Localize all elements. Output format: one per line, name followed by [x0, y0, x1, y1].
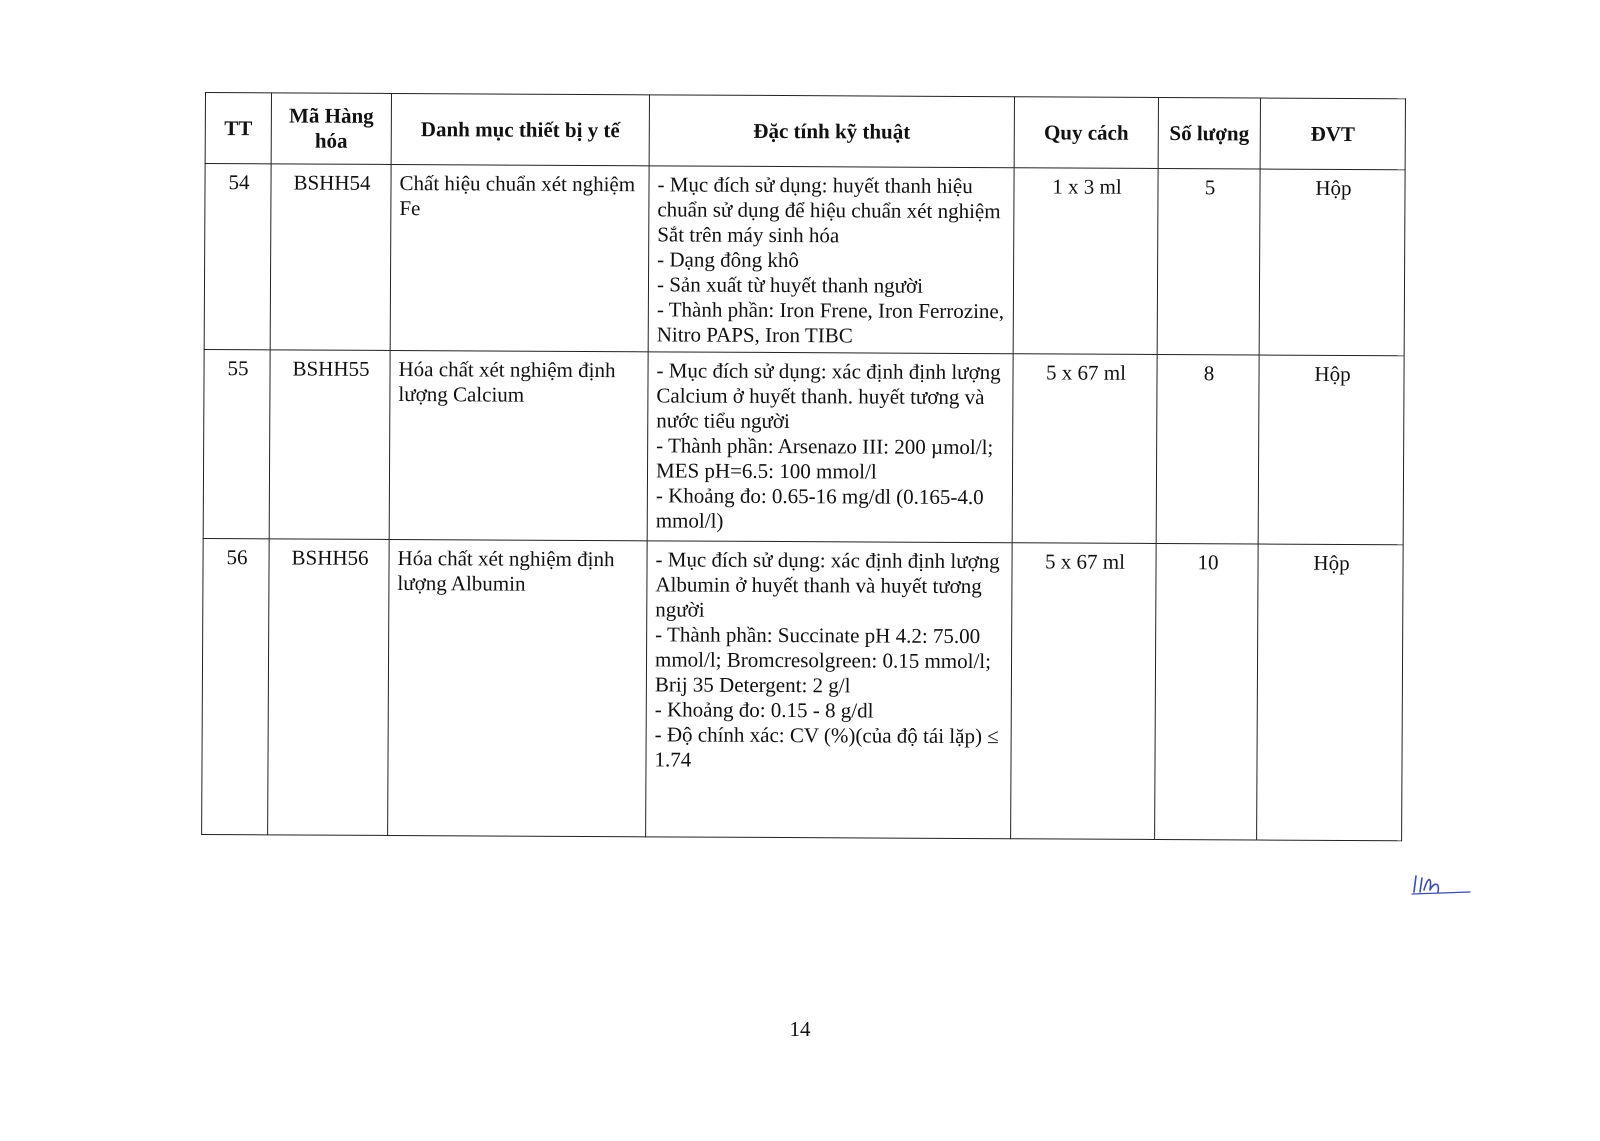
cell-tt: 54 — [204, 164, 271, 350]
cell-code: BSHH54 — [270, 164, 391, 351]
spec-line: - Sản xuất từ huyết thanh người — [656, 272, 924, 298]
header-quy-cach: Quy cách — [1014, 97, 1158, 169]
spec-line: - Thành phần: Arsenazo III: 200 µmol/l; MES pH=6.5: 100 mmol/l — [655, 433, 994, 484]
cell-spec — [647, 352, 1013, 543]
cell-name: Hóa chất xét nghiệm định lượng Calcium — [389, 350, 648, 540]
header-tt: TT — [205, 93, 271, 164]
table-row — [202, 538, 1404, 840]
table-row — [203, 349, 1404, 544]
table-row — [204, 164, 1405, 356]
spec-line: - Khoảng đo: 0.65-16 mg/dl (0.165-4.0 mmol/l) — [655, 483, 984, 533]
cell-spec — [648, 166, 1014, 354]
cell-code: BSHH55 — [269, 350, 390, 540]
header-ma-hang-hoa: Mã Hàng hóa — [271, 93, 391, 165]
header-dvt: ĐVT — [1260, 98, 1405, 170]
cell-unit: Hộp — [1259, 169, 1405, 356]
equipment-spec-table — [201, 92, 1406, 841]
header-danh-muc: Danh mục thiết bị y tế — [391, 93, 649, 165]
cell-qty: 10 — [1155, 543, 1259, 840]
cell-qty: 8 — [1156, 354, 1259, 544]
table-header-row — [205, 93, 1405, 170]
cell-qty: 5 — [1157, 168, 1260, 355]
spec-line: - Thành phần: Iron Frene, Iron Ferrozine, Nitro PAPS, Iron TIBC — [656, 297, 1005, 348]
spec-line: - Mục đích sử dụng: xác định định lượng Albumin ở huyết thanh và huyết tương người — [655, 547, 1000, 622]
initials-signature — [1410, 870, 1472, 898]
spec-line: - Dạng đông khô — [657, 247, 799, 273]
cell-name: Chất hiệu chuẩn xét nghiệm Fe — [390, 164, 649, 351]
cell-pack: 1 x 3 ml — [1013, 168, 1158, 355]
page-number: 14 — [789, 1017, 811, 1041]
cell-tt: 56 — [202, 538, 270, 834]
cell-code: BSHH56 — [268, 539, 390, 836]
cell-pack: 5 x 67 ml — [1012, 354, 1157, 544]
cell-unit: Hộp — [1257, 544, 1404, 841]
cell-spec — [646, 541, 1013, 839]
cell-unit: Hộp — [1258, 355, 1404, 545]
header-dac-tinh: Đặc tính kỹ thuật — [649, 95, 1014, 168]
spec-line: - Mục đích sử dụng: xác định định lượng Calcium ở huyết thanh. huyết tương và nước tiểu người — [656, 358, 1001, 434]
cell-tt: 55 — [203, 349, 270, 538]
spec-line: - Mục đích sử dụng: huyết thanh hiệu chuẩn sử dụng để hiệu chuẩn xét nghiệm Sắt trên máy sinh hóa — [657, 172, 1001, 248]
spec-line: - Khoảng đo: 0.15 - 8 g/dl — [654, 697, 874, 723]
cell-name: Hóa chất xét nghiệm định lượng Albumin — [388, 539, 648, 836]
spec-line: - Độ chính xác: CV (%)(của độ tái lặp) ≤ 1.74 — [654, 722, 999, 772]
spec-line: - Thành phần: Succinate pH 4.2: 75.00 mmol/l; Bromcresolgreen: 0.15 mmol/l; Brij 35 Detergent: 2 g/l — [654, 622, 992, 698]
header-so-luong: Số lượng — [1158, 97, 1260, 169]
cell-pack: 5 x 67 ml — [1011, 543, 1157, 840]
